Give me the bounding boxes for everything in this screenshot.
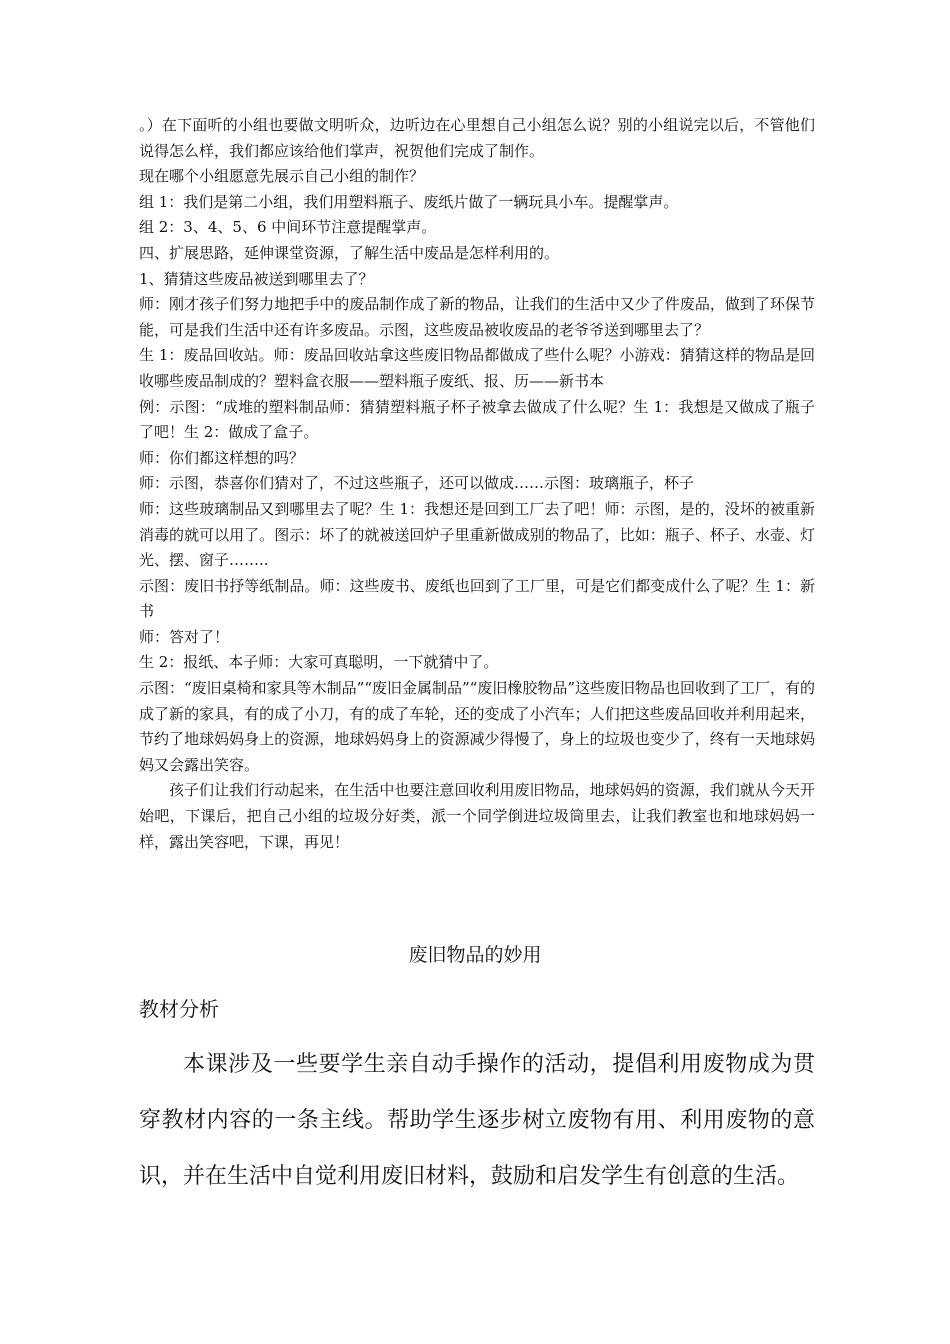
paragraph: 示图：废旧书抒等纸制品。师：这些废书、废纸也回到了工厂里，可是它们都变成什么了呢？生 1：新书 (139, 576, 815, 621)
closing-paragraph: 孩子们让我们行动起来，在生活中也要注意回收利用废旧物品，地球妈妈的资源，我们就从今天开始吧，下课后，把自己小组的垃圾分好类，派一个同学倒进垃圾筒里去，让我们教室也和地球妈妈一样，露出笑容吧，下课，再见！ (139, 781, 815, 851)
paragraph: 生 2：报纸、本子师：大家可真聪明，一下就猜中了。 (139, 653, 499, 672)
paragraph: 师：你们都这样想的吗？ (139, 448, 305, 467)
paragraph: 师：刚才孩子们努力地把手中的废品制作成了新的物品，让我们的生活中又少了件废品，做到了环保节能，可是我们生活中还有许多废品。示图，这些废品被收废品的老爷爷送到哪里去了？ (139, 295, 815, 339)
paragraph: 师：示图，恭喜你们猜对了，不过这些瓶子，还可以做成……示图：玻璃瓶子，杯子 (139, 474, 695, 493)
paragraph: 组 1：我们是第二小组，我们用塑料瓶子、废纸片做了一辆玩具小车。提醒掌声。 (139, 192, 679, 211)
paragraph: 现在哪个小组愿意先展示自己小组的制作？ (139, 167, 425, 186)
paragraph: 师：这些玻璃制品又到哪里去了呢？生 1：我想还是回到工厂去了吧！师：示图，是的，没坏的被重新消毒的就可以用了。图示：坏了的就被送回炉子里重新做成别的物品了，比如：瓶子、杯子、水壶、灯光、摆、窗子…….. (139, 499, 815, 570)
paragraph: 1、猜猜这些废品被送到哪里去了？ (139, 269, 374, 288)
paragraph: 生 1：废品回收站。师：废品回收站拿这些废旧物品都做成了些什么呢？小游戏：猜猜这样的物品是回收哪些废品制成的？塑料盒衣服——塑料瓶子废纸、报、历——新书本 (139, 346, 815, 390)
paragraph: 四、扩展思路，延伸课堂资源，了解生活中废品是怎样利用的。 (139, 243, 560, 262)
document-title: 废旧物品的妙用 (408, 944, 542, 966)
body-paragraph: 本课涉及一些要学生亲自动手操作的活动，提倡利用废物成为贯穿教材内容的一条主线。帮助学生逐步树立废物有用、利用废物的意识，并在生活中自觉利用废旧材料，鼓励和启发学生有创意的生活。 (139, 1052, 815, 1189)
paragraph: 。）在下面听的小组也要做文明听众，边听边在心里想自己小组怎么说？别的小组说完以后，不管他们说得怎么样，我们都应该给他们掌声，祝贺他们完成了制作。 (139, 116, 815, 160)
paragraph: 师：答对了！ (139, 627, 230, 646)
paragraph: 组 2：3、4、5、6 中间环节注意提醒掌声。 (139, 218, 437, 237)
lesson-transcript (139, 113, 815, 855)
section-heading: 教材分析 (139, 997, 219, 1021)
paragraph: 示图：“废旧桌椅和家具等木制品”“废旧金属制品”“废旧橡胶物品”这些废旧物品也回收到了工厂，有的成了新的家具，有的成了小刀，有的成了车轮，还的变成了小汽车；人们把这些废品回收并利用起来，节约了地球妈妈身上的资源，地球妈妈身上的资源减少得慢了，身上的垃圾也变少了，终有一天地球妈妈又会露出笑容。 (139, 679, 816, 774)
paragraph: 例：示图：“成堆的塑料制品师：猜猜塑料瓶子杯子被拿去做成了什么呢？生 1：我想是又做成了瓶子了吧！生 2：做成了盒子。 (139, 397, 815, 442)
